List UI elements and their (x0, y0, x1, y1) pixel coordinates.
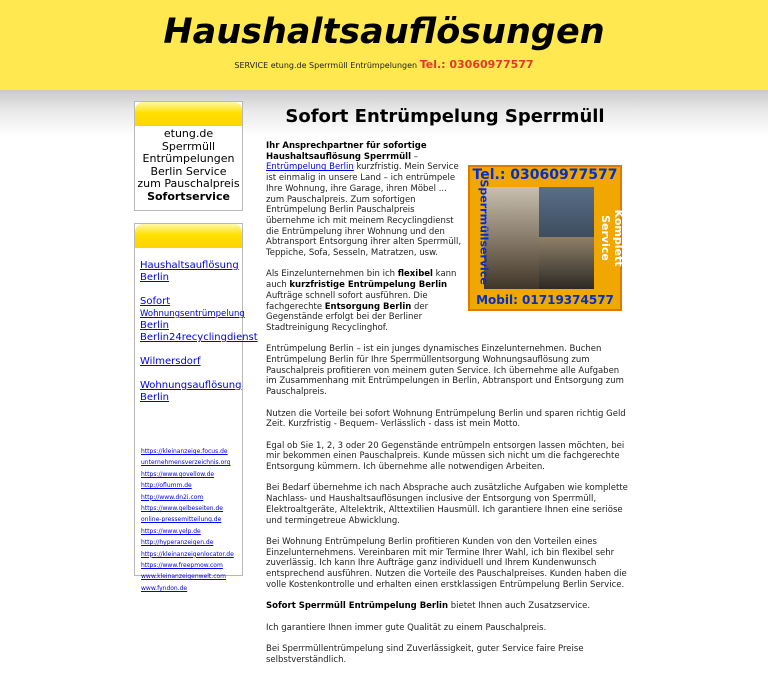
nav-link-wohnungsentruempelung[interactable]: Wohnungsentrümpelung (140, 309, 245, 319)
sidebar-info-box (134, 101, 243, 211)
external-link[interactable]: www.kleinanzeigenwelt.com (141, 573, 227, 581)
link-entruempelung-berlin[interactable]: Entrümpelung Berlin (266, 162, 354, 173)
bold-kurzfristig: kurzfristige Entrümpelung Berlin (289, 280, 448, 291)
external-link[interactable]: unternehmensverzeichnis.org (141, 459, 231, 467)
external-link[interactable]: http://www.dn2i.com (141, 493, 204, 501)
sidebar-info-text (135, 126, 242, 203)
info-line: etung.de (163, 127, 214, 140)
info-line: Sperrmüll (161, 139, 216, 153)
nav-link-berlin[interactable]: Berlin (140, 392, 170, 403)
text: bietet Ihnen auch Zusatzservice. (448, 601, 591, 612)
nav-link-recyclingdienst[interactable]: Berlin24recyclingdienst (140, 332, 258, 343)
nav-link-haushaltsaufloesung[interactable]: Haushaltsauflösung (140, 260, 239, 271)
promo-vertical-left: Sperrmüllservice (477, 179, 491, 285)
nav-link-wohnungsaufloesung[interactable]: Wohnungsauflösung (140, 380, 242, 391)
promo-phone: Tel.: 03060977577 (472, 167, 618, 183)
header-phone: Tel.: 03060977577 (419, 58, 534, 71)
nav-link-wilmersdorf[interactable]: Wilmersdorf (140, 356, 201, 367)
paragraph-qualitaet: Ich garantiere Ihnen immer gute Qualität zu einem Pauschalpreis. (266, 622, 547, 633)
external-links-list (140, 446, 242, 594)
nav-link-berlin[interactable]: Berlin (140, 272, 170, 283)
promo-vertical-right: Komplett Service (599, 209, 625, 267)
info-line: Berlin Service (150, 164, 227, 178)
header-banner (0, 0, 768, 90)
nav-link-sofort[interactable]: Sofort (140, 296, 171, 307)
info-line: Entrümpelungen (142, 152, 235, 165)
sidebar-nav (135, 248, 258, 594)
text: Aufträge schnell sofort ausführen. Die fachgerechte (266, 290, 428, 312)
dash: – (411, 151, 418, 162)
nav-link-berlin[interactable]: Berlin (140, 320, 170, 331)
bold-sofort-sperrmuell: Sofort Sperrmüll Entrümpelung Berlin (266, 601, 449, 612)
promo-mobile: Mobil: 01719374577 (476, 293, 614, 307)
paragraph-einzelunternehmen: Bei Wohnung Entrümpelung Berlin profitieren Kunden von den Vorteilen eines Einzelunternehmens. Vereinbaren mit mir Termine Ihrer Wahl, ich bin flexibel sehr zuverlässig. Ich kann Ihre Aufträge ganz individuell und Ihrem Kundenwunsch entsprechend ausführen. Nutzen die Vorteile des Pauschalpreises. Kunden haben die volle Kostenkontrolle und erhalten einen erstklassigen Entrümpelung Berlin Service. (266, 536, 627, 590)
external-link[interactable]: https://www.gelbeseiten.de (141, 505, 223, 513)
promo-photo (484, 187, 594, 289)
header-subline (0, 58, 768, 71)
intro-text: kurzfristig. Mein Service ist einmalig in unsere Land – ich entrümpele Ihre Wohnung, ihre Garage, ihren Möbel ... zum Pauschalpreis. Zum sofortigen Entrümpelung Berlin Pauschalpreis übernehme ich mit meinem Recyclingdienst die Entrümpelung ihrer Wohnung und den Abtransport Entsorgung ihrer alten Sperrmüll, Teppiche, Sofa, Sesseln, Matratzen, usw. (266, 162, 462, 259)
paragraph-pauschalpreis: Egal ob Sie 1, 2, 3 oder 20 Gegenstände entrümpeln entsorgen lassen möchten, bei mir bekommen einen Pauschalpreis. Kunde müssen sich nicht um die fachgerechte Entsorgung kümmern. Ich übernehme alle notwendigen Arbeiten. (266, 440, 625, 473)
external-link[interactable]: https://www.yelp.de (141, 527, 201, 535)
paragraph-unternehmen: Entrümpelung Berlin – ist ein junges dynamisches Einzelunternehmen. Buchen Entrümpelung Berlin für Ihre Sperrmüllentsorgung Wohnungsauflösung zum Pauschalpreis profitieren von meinem guten Service. Ich übernehme alle Aufgaben im Zusammenhang mit Entrümpelungen in Berlin, Abtransport und Entsorgung zum Pauschalpreis. (266, 344, 624, 398)
paragraph-vorteile: Nutzen die Vorteile bei sofort Wohnung Entrümpelung Berlin und sparen richtig Geld Zeit. Kurzfristig - Bequem- Verlässlich - dass ist mein Motto. (266, 408, 626, 430)
text: der Gegenstände erfolgt bei der Berliner Stadtreinigung Recyclinghof. (266, 301, 429, 333)
info-line-bold: Sofortservice (147, 189, 230, 203)
paragraph-flexibel (266, 269, 462, 333)
photo-tile (539, 237, 594, 289)
photo-tile (539, 187, 594, 237)
intro-bold: Ihr Ansprechpartner für sofortige Haushaltsauflösung Sperrmüll (266, 141, 427, 162)
nav-group-wohnungsaufloesung (140, 380, 242, 404)
nav-group-haushaltsaufloesung (140, 260, 242, 284)
nav-group-sofort (140, 296, 258, 344)
external-link[interactable]: https://kleinanzeigenlocator.de (141, 550, 234, 558)
sidebar-nav-box (134, 223, 258, 592)
box-cap (135, 224, 242, 248)
external-link[interactable]: http://hyperanzeigen.de (141, 539, 214, 547)
promo-image (468, 165, 625, 311)
paragraph-intro (266, 141, 462, 259)
bold-entsorgung: Entsorgung Berlin (324, 301, 412, 312)
nav-group-wilmersdorf (140, 356, 242, 368)
external-link[interactable]: www.fyndon.de (141, 584, 188, 592)
external-link[interactable]: https://kleinanzeige.focus.de (141, 448, 228, 455)
page-title: Sofort Entrümpelung Sperrmüll (285, 106, 605, 127)
text: Als Einzelunternehmen bin ich (266, 269, 398, 280)
text: kann auch (266, 269, 457, 291)
site-title: Haushaltsauflösungen (163, 12, 605, 52)
box-cap (135, 102, 242, 126)
external-link[interactable]: online-pressemitteilung.de (141, 516, 222, 524)
external-link[interactable]: https://www.govellow.de (141, 470, 215, 478)
subline-text: SERVICE etung.de Sperrmüll Entrümpelungen (234, 61, 418, 70)
paragraph-zusatzservice (266, 601, 632, 612)
paragraph-zuverlaessigkeit: Bei Sperrmüllentrümpelung sind Zuverlässigkeit, guter Service faire Preise selbstverständlich. (266, 643, 584, 665)
external-link[interactable]: http://oflumm.de (141, 482, 192, 490)
paragraph-bedarf: Bei Bedarf übernehme ich nach Absprache auch zusätzliche Aufgaben wie komplette Nachlass- und Haushaltsauflösungen inclusive der Entsorgung von Sperrmüll, Elektroaltgeräte, Altelektrik, Alttextilien Hausmüll. Ich garantiere Ihnen eine seriöse und termingetreue Abwicklung. (266, 483, 628, 526)
photo-tile (484, 187, 539, 289)
bold-flexibel: flexibel (397, 269, 433, 280)
info-line: zum Pauschalpreis (137, 177, 240, 190)
external-link[interactable]: https://www.freepmow.com (141, 562, 223, 570)
